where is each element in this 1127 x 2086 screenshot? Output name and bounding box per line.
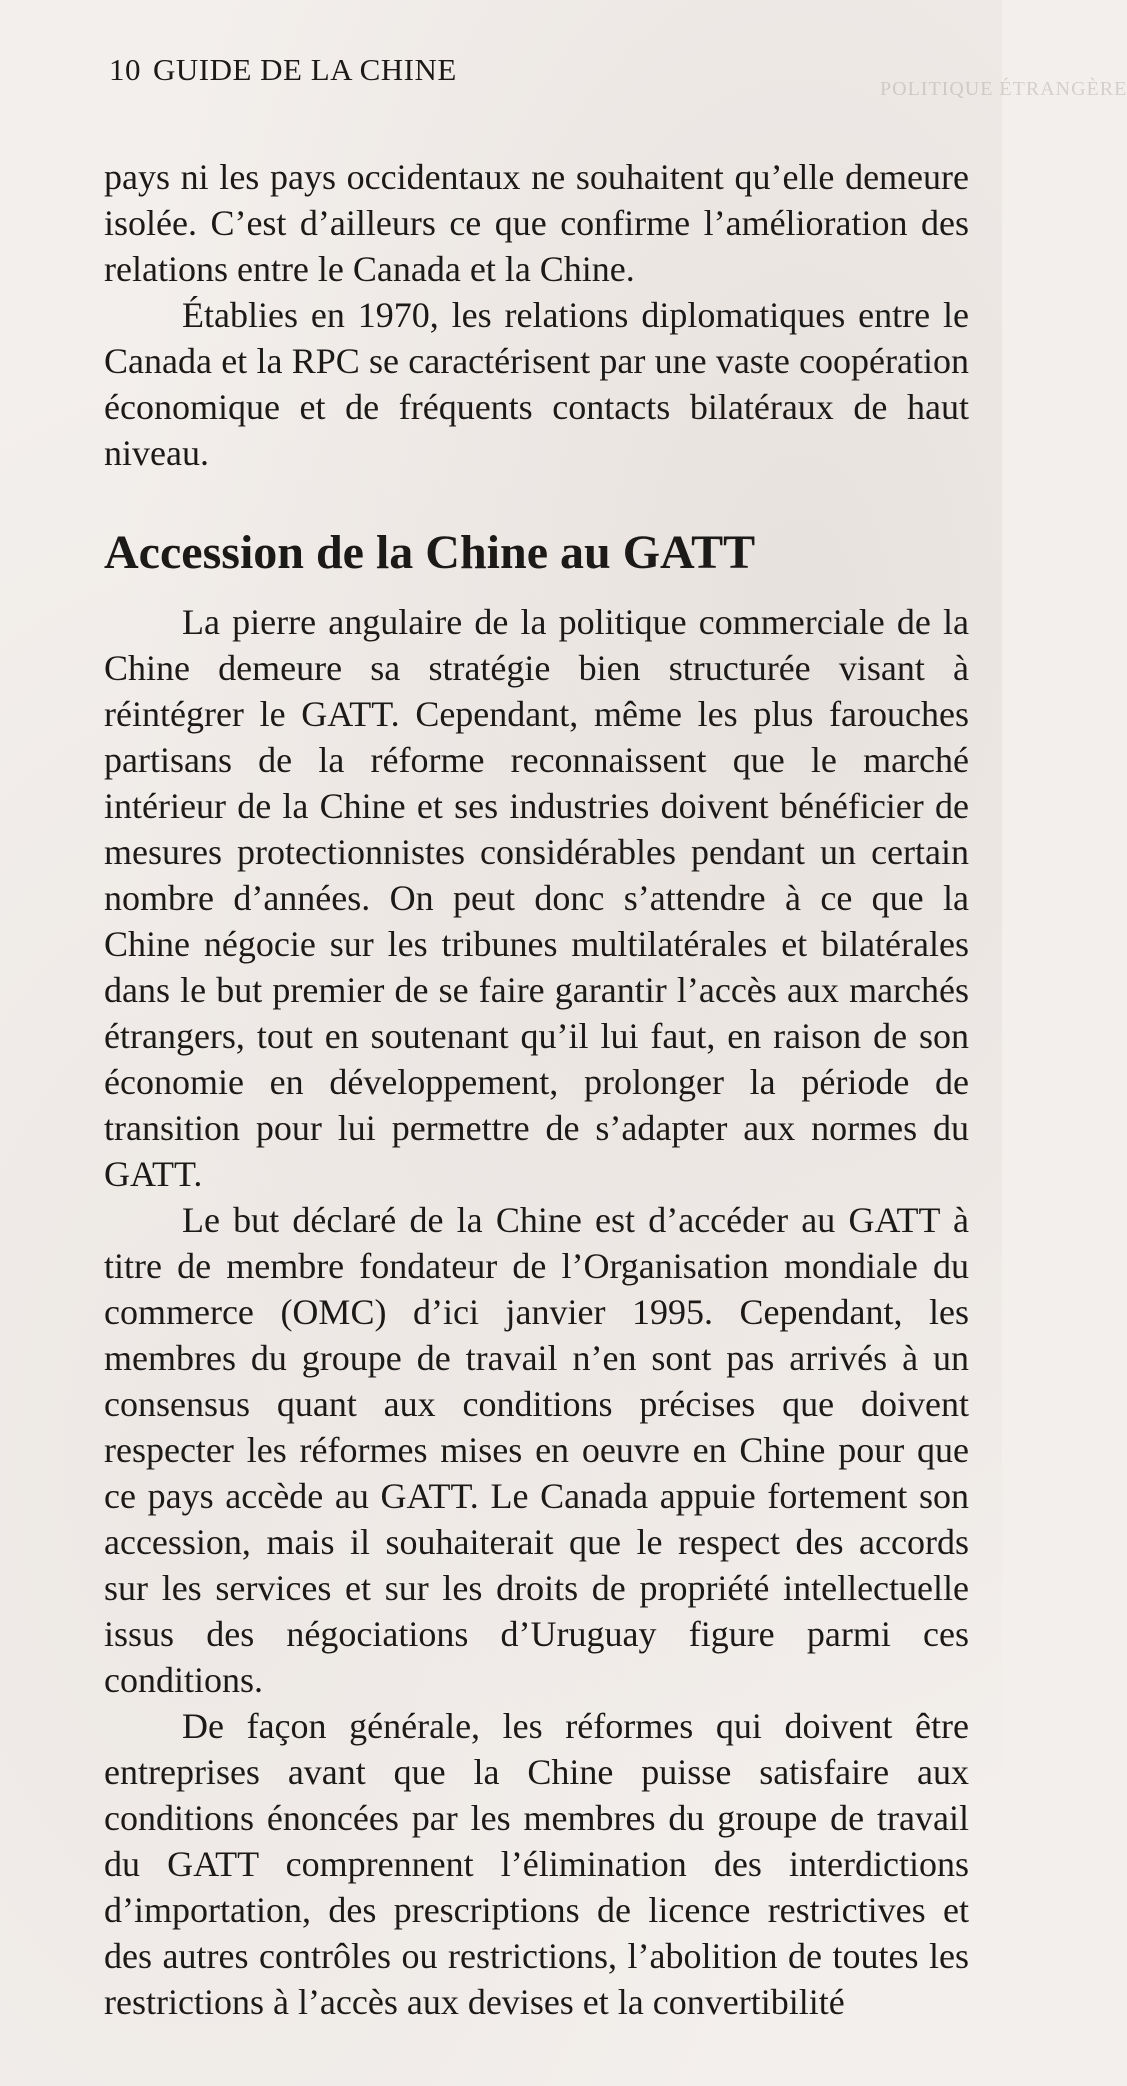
paragraph-continuation: pays ni les pays occidentaux ne souhaitent qu’elle demeure isolée. C’est d’ailleurs ce que confirme l’amélioration des relations entre le Canada et la Chine. <box>104 157 969 289</box>
paragraph-trade-policy: La pierre angulaire de la politique commerciale de la Chine demeure sa stratégie bien structurée visant à réintégrer le GATT. Cependant, même les plus farouches partisans de la réforme reconnaissent que le marché intérieur de la Chine et ses industries doivent bénéficier de mesures protectionnistes considérables pendant un certain nombre d’années. On peut donc s’attendre à ce que la Chine négocie sur les tribunes multilatérales et bilatérales dans le but premier de se faire garantir l’accès aux marchés étrangers, tout en soutenant qu’il lui faut, en raison de son économie en développement, prolonger la période de transition pour lui permettre de s’adapter aux normes du GATT. <box>104 602 969 1194</box>
page-number: 10 <box>109 52 141 87</box>
bleed-through-header: POLITIQUE ÉTRANGÈRE <box>880 78 1127 100</box>
intro-text <box>104 154 969 476</box>
section-heading: Accession de la Chine au GATT <box>104 526 756 579</box>
paragraph-diplomatic-relations: Établies en 1970, les relations diplomatiques entre le Canada et la RPC se caractérisent par une vaste coopération économique et de fréquents contacts bilatéraux de haut niveau. <box>104 295 969 473</box>
section-body <box>104 599 969 2025</box>
paragraph-wto-goal: Le but déclaré de la Chine est d’accéder au GATT à titre de membre fondateur de l’Organisation mondiale du commerce (OMC) d’ici janvier 1995. Cependant, les membres du groupe de travail n’en sont pas arrivés à un consensus quant aux conditions précises que doivent respecter les réformes mises en oeuvre en Chine pour que ce pays accède au GATT. Le Canada appuie fortement son accession, mais il souhaiterait que le respect des accords sur les services et sur les droits de propriété intellectuelle issus des négociations d’Uruguay figure parmi ces conditions. <box>104 1200 969 1700</box>
running-header <box>109 52 457 88</box>
paragraph-required-reforms: De façon générale, les réformes qui doivent être entreprises avant que la Chine puisse satisfaire aux conditions énoncées par les membres du groupe de travail du GATT comprennent l’élimination des interdictions d’importation, des prescriptions de licence restrictives et des autres contrôles ou restrictions, l’abolition de toutes les restrictions à l’accès aux devises et la convertibilité <box>104 1706 969 2022</box>
running-title: GUIDE DE LA CHINE <box>153 52 457 87</box>
